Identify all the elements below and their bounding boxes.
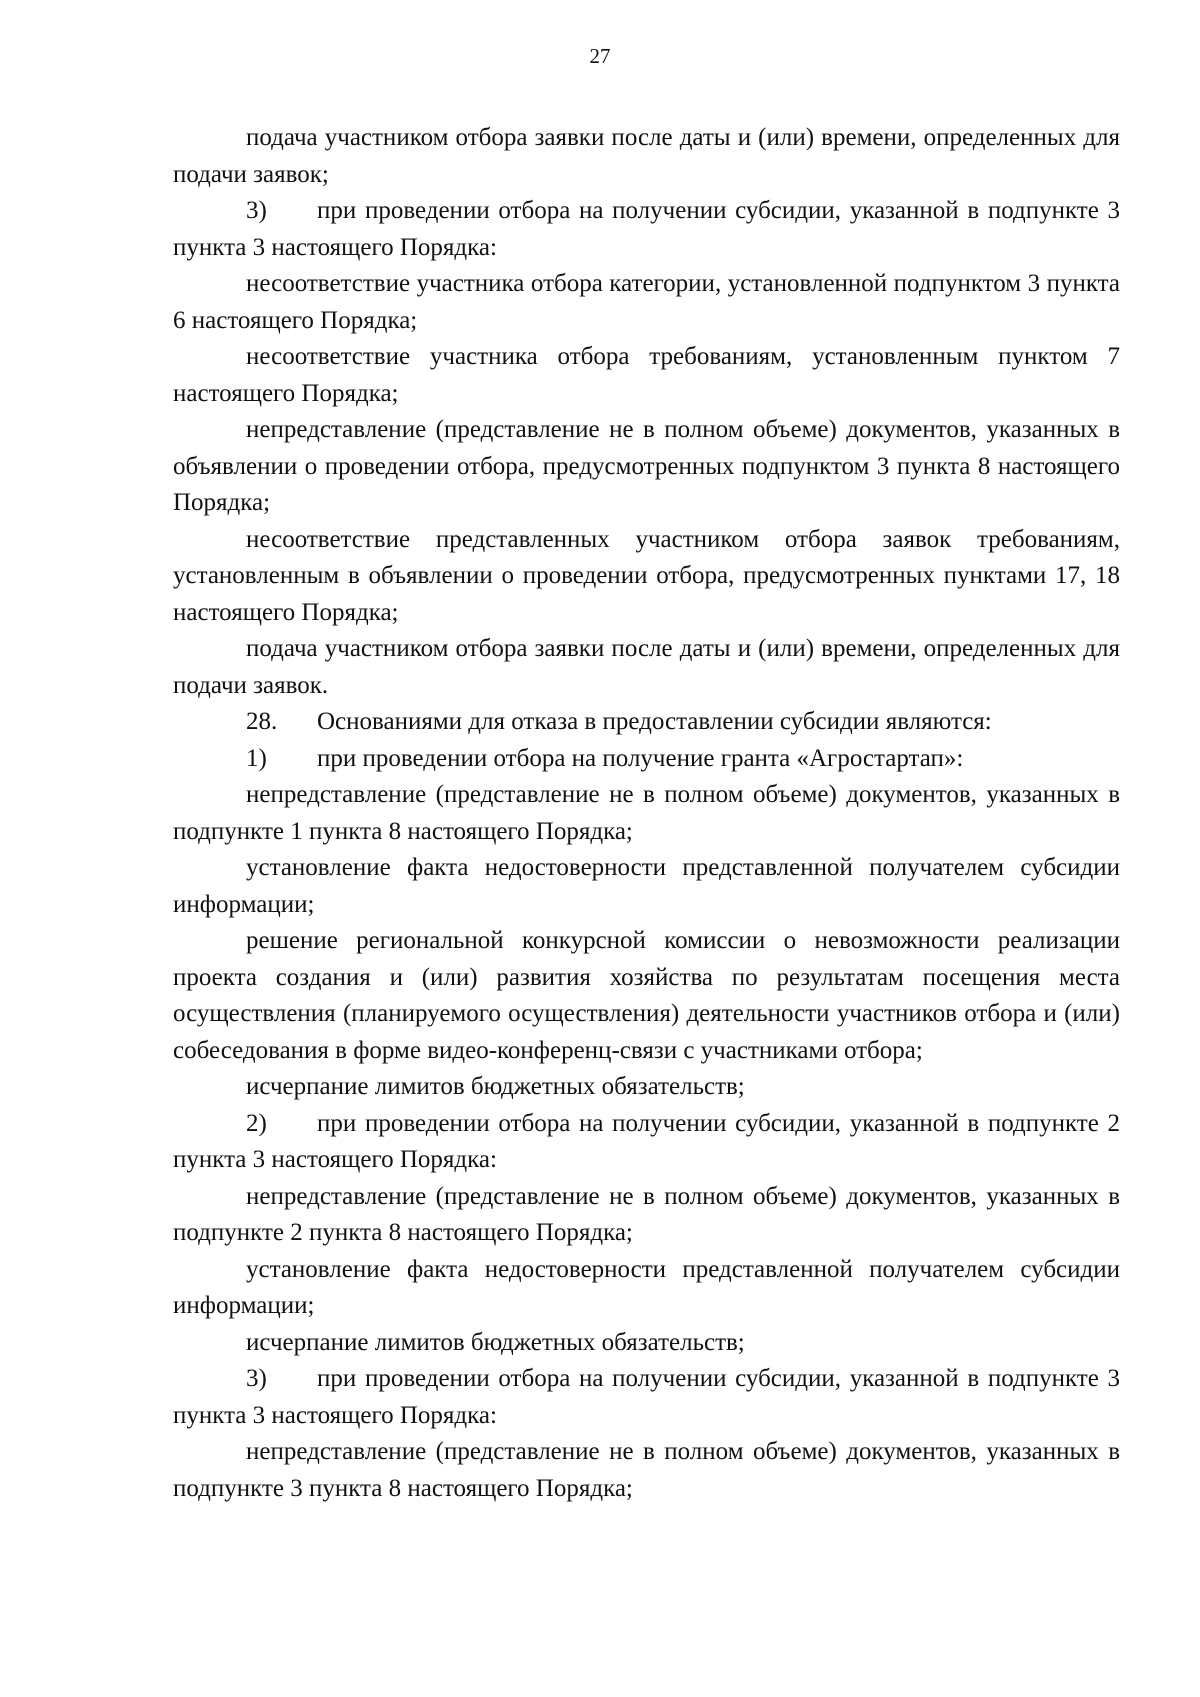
paragraph-text: непредставление (представление не в полном объеме) документов, указанных в подпункте 2 пункта 8 настоящего Порядка;: [173, 1182, 1120, 1246]
paragraph-text: установление факта недостоверности представленной получателем субсидии информации;: [173, 1255, 1120, 1319]
paragraph-text: при проведении отбора на получении субсидии, указанной в подпункте 3 пункта 3 настоящего Порядка:: [173, 1365, 1120, 1429]
paragraph: [173, 1106, 1120, 1179]
paragraph: [173, 412, 1120, 522]
paragraph: [173, 1361, 1120, 1434]
paragraph-text: несоответствие представленных участником отбора заявок требованиям, установленным в объявлении о проведении отбора, предусмотренных пунктами 17, 18 настоящего Порядка;: [173, 525, 1120, 626]
paragraph: [173, 741, 1120, 778]
paragraph: [173, 1179, 1120, 1252]
paragraph-text: при проведении отбора на получении субсидии, указанной в подпункте 3 пункта 3 настоящего Порядка:: [173, 197, 1120, 261]
paragraph: [173, 704, 1120, 741]
paragraph-text: решение региональной конкурсной комиссии о невозможности реализации проекта создания и (или) развития хозяйства по результатам посещения места осуществления (планируемого осуществления) деятельности участников отбора и (или) собеседования в форме видео-конференц-связи с участниками отбора;: [173, 927, 1120, 1064]
item-number: 28.: [246, 708, 278, 735]
page-number: 27: [589, 44, 611, 68]
paragraph-text: при проведении отбора на получении субсидии, указанной в подпункте 2 пункта 3 настоящего Порядка:: [173, 1109, 1120, 1173]
paragraph: [173, 120, 1120, 193]
item-number: 1): [246, 744, 267, 772]
paragraph-text: установление факта недостоверности представленной получателем субсидии информации;: [173, 854, 1120, 918]
paragraph: [173, 266, 1120, 339]
document-body: [173, 120, 1120, 1507]
paragraph: [173, 850, 1120, 923]
paragraph: [173, 1069, 1120, 1106]
paragraph-text: при проведении отбора на получение гранта «Агростартап»:: [317, 744, 964, 772]
paragraph: [173, 522, 1120, 632]
paragraph-text: несоответствие участника отбора требованиям, установленным пунктом 7 настоящего Порядка;: [173, 343, 1120, 407]
paragraph-text: исчерпание лимитов бюджетных обязательств;: [246, 1328, 745, 1356]
paragraph-text: непредставление (представление не в полном объеме) документов, указанных в объявлении о проведении отбора, предусмотренных подпунктом 3 пункта 8 настоящего Порядка;: [173, 416, 1120, 516]
paragraph-text: несоответствие участника отбора категории, установленной подпунктом 3 пункта 6 настоящего Порядка;: [173, 270, 1120, 334]
item-number: 3): [246, 197, 267, 224]
paragraph: [173, 1325, 1120, 1362]
paragraph: [173, 339, 1120, 412]
paragraph: [173, 1252, 1120, 1325]
paragraph-text: непредставление (представление не в полном объеме) документов, указанных в подпункте 3 пункта 8 настоящего Порядка;: [173, 1438, 1120, 1502]
item-number: 2): [246, 1109, 267, 1137]
paragraph-text: непредставление (представление не в полном объеме) документов, указанных в подпункте 1 пункта 8 настоящего Порядка;: [173, 781, 1120, 845]
paragraph: [173, 193, 1120, 266]
item-number: 3): [246, 1365, 267, 1392]
paragraph: [173, 631, 1120, 704]
paragraph-text: подача участником отбора заявки после даты и (или) времени, определенных для подачи заявок;: [173, 124, 1120, 188]
paragraph-text: исчерпание лимитов бюджетных обязательств;: [246, 1073, 745, 1100]
paragraph-text: Основаниями для отказа в предоставлении субсидии являются:: [317, 708, 992, 735]
paragraph: [173, 923, 1120, 1069]
paragraph: [173, 777, 1120, 850]
paragraph-text: подача участником отбора заявки после даты и (или) времени, определенных для подачи заявок.: [173, 635, 1120, 699]
paragraph: [173, 1434, 1120, 1507]
